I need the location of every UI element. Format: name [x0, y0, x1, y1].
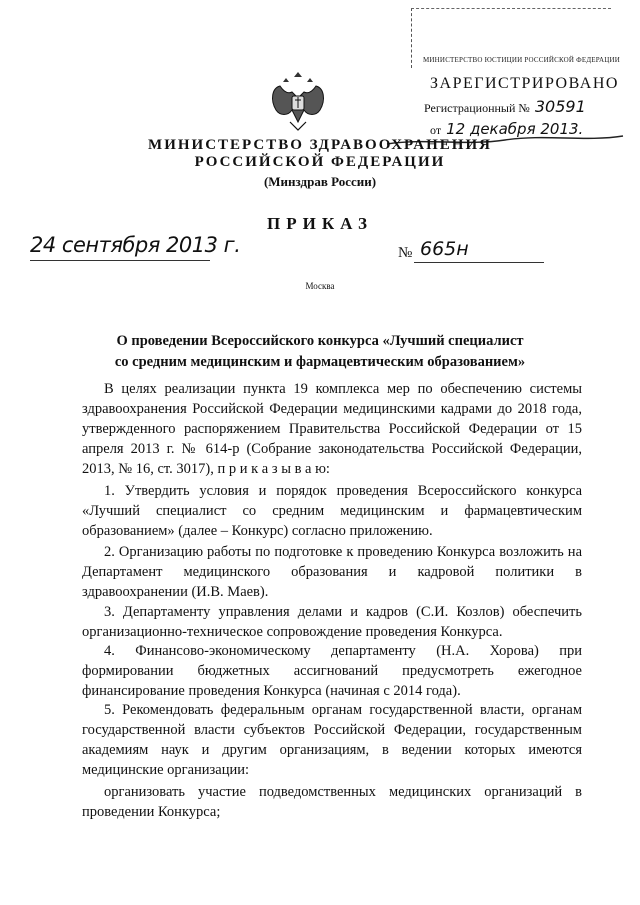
stamp-date-value: 12 декабря 2013.	[446, 120, 584, 138]
coat-of-arms-emblem	[268, 66, 328, 134]
stamp-title: ЗАРЕГИСТРИРОВАНО	[430, 75, 619, 92]
ministry-name-line2: РОССИЙСКОЙ ФЕДЕРАЦИИ	[194, 154, 446, 170]
stamp-reg-label: Регистрационный №	[424, 101, 530, 115]
stamp-ministry: МИНИСТЕРСТВО ЮСТИЦИИ РОССИЙСКОЙ ФЕДЕРАЦИИ	[423, 56, 620, 64]
ministry-short-name: (Минздрав России)	[263, 174, 377, 189]
stamp-registration	[424, 97, 586, 116]
document-type: ПРИКАЗ	[267, 214, 373, 233]
order-date-handwritten: 24 сентября 2013 г.	[30, 233, 241, 257]
stamp-reg-number: 30591	[534, 97, 586, 116]
item-1-paragraph: 1. Утвердить условия и порядок проведения Всероссийского конкурса «Лучший специалист со средним медицинским и фармацевтическим образованием» (далее – Конкурс) согласно приложению.	[82, 483, 582, 539]
item-2-paragraph: 2. Организацию работы по подготовке к проведению Конкурса возложить на Департамент медицинского образования и кадровой политики в здравоохранении (И.В. Маев).	[82, 544, 582, 600]
city: Москва	[305, 281, 335, 291]
stamp-border-left	[411, 8, 413, 68]
subject-line1: О проведении Всероссийского конкурса «Лучший специалист	[116, 333, 524, 349]
number-underline	[414, 262, 544, 263]
item-5-subparagraph: организовать участие подведомственных медицинских организаций в проведении Конкурса;	[82, 784, 582, 820]
item-5-paragraph: 5. Рекомендовать федеральным органам государственной власти, органам государственной власти субъектов Российской Федерации, государственным академиям наук и другим организациям, в ведении которых имеются медицинские организации:	[82, 702, 582, 778]
order-subject	[60, 331, 580, 373]
order-number-handwritten: 665н	[420, 238, 469, 260]
date-underline	[30, 260, 210, 261]
stamp-date-label: от	[430, 123, 442, 137]
preamble-paragraph: В целях реализации пункта 19 комплекса мер по обеспечению системы здравоохранения Российской Федерации медицинскими кадрами до 2018 года, утвержденного распоряжением Правительства Российской Федерации от 15 апреля 2013 г. № 614-р (Собрание законодательства Российской Федерации, 2013, № 16, ст. 3017), п р и к а з ы в а ю:	[82, 381, 582, 477]
stamp-border-top	[411, 8, 611, 9]
item-3-paragraph: 3. Департаменту управления делами и кадров (С.И. Козлов) обеспечить организационно-техническое сопровождение проведения Конкурса.	[82, 604, 582, 640]
ministry-name-line1: МИНИСТЕРСТВО ЗДРАВООХРАНЕНИЯ	[148, 137, 492, 153]
subject-line2: со средним медицинским и фармацевтическим образованием»	[114, 354, 526, 370]
order-number-sign: №	[398, 245, 413, 261]
item-4-paragraph: 4. Финансово-экономическому департаменту (Н.А. Хорова) при формировании бюджетных ассигнований предусмотреть ежегодное финансирование проведения Конкурса (начиная с 2014 года).	[82, 643, 582, 699]
